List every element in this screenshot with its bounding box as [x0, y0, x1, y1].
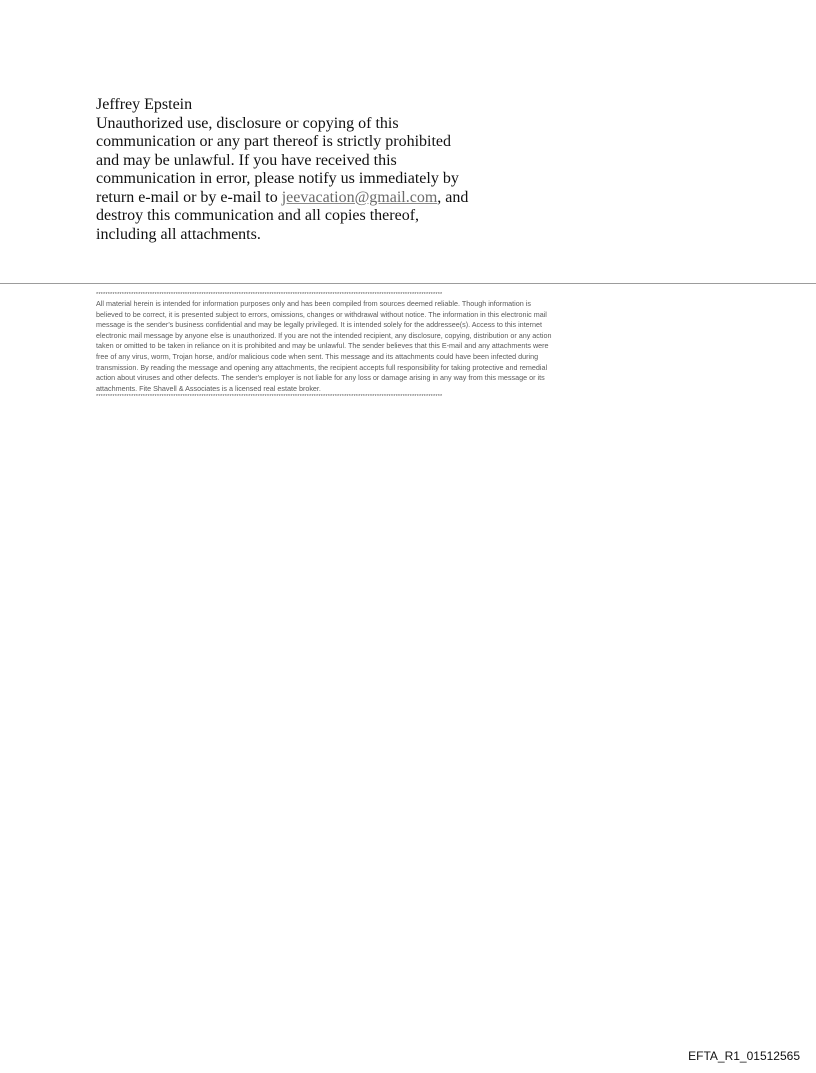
disclaimer-line: electronic mail message by anyone else is unauthorized. If you are not the intended recipient, any disclosure, copying, distribution or any action	[96, 330, 552, 340]
disclaimer-line: message is the sender's business confidential and may be legally privileged. It is intended solely for the addressee(s). Access to this internet	[96, 320, 543, 330]
section-divider	[0, 283, 816, 284]
disclaimer-line: attachments. Fite Shavell & Associates is a licensed real estate broker.	[96, 383, 321, 393]
disclaimer-border-top: ****************************************************************************************************************************************************	[96, 292, 443, 298]
notice-line-7: including all attachments.	[96, 225, 261, 243]
email-suffix: , and	[437, 188, 469, 206]
disclaimer-border-bottom: ****************************************************************************************************************************************************	[96, 394, 443, 401]
notice-line-3: and may be unlawful. If you have received this	[96, 151, 397, 169]
notice-line-1: Unauthorized use, disclosure or copying of this	[96, 114, 399, 132]
disclaimer-line: free of any virus, worm, Trojan horse, and/or malicious code when sent. This message and its attachments could have been infected during	[96, 351, 539, 361]
document-id: EFTA_R1_01512565	[688, 1049, 800, 1063]
signature-block	[96, 96, 476, 244]
notice-line-6: destroy this communication and all copies thereof,	[96, 207, 420, 224]
notice-line-email	[96, 189, 476, 208]
disclaimer-line: transmission. By reading the message and opening any attachments, the recipient accepts full responsibility for taking protective and remedial	[96, 362, 548, 372]
disclaimer-line: believed to be correct, it is presented subject to errors, omissions, changes or withdrawal without notice. The information in this electronic mail	[96, 309, 547, 319]
email-link[interactable]: jeevacation@gmail.com	[281, 188, 438, 206]
disclaimer-line: taken or omitted to be taken in reliance on it is prohibited and may be unlawful. The sender believes that this E-mail and any attachments were	[96, 341, 549, 351]
disclaimer-line: action about viruses and other defects. The sender's employer is not liable for any loss or damage arising in any way from this message or its	[96, 373, 545, 383]
notice-line-4: communication in error, please notify us immediately by	[96, 170, 459, 187]
disclaimer-line: All material herein is intended for information purposes only and has been compiled from sources deemed reliable. Though information is	[96, 299, 531, 308]
notice-line-2: communication or any part thereof is strictly prohibited	[96, 133, 452, 150]
sender-name: Jeffrey Epstein	[96, 96, 193, 113]
legal-disclaimer	[96, 292, 746, 401]
email-prefix: return e-mail or by e-mail to	[96, 188, 282, 206]
